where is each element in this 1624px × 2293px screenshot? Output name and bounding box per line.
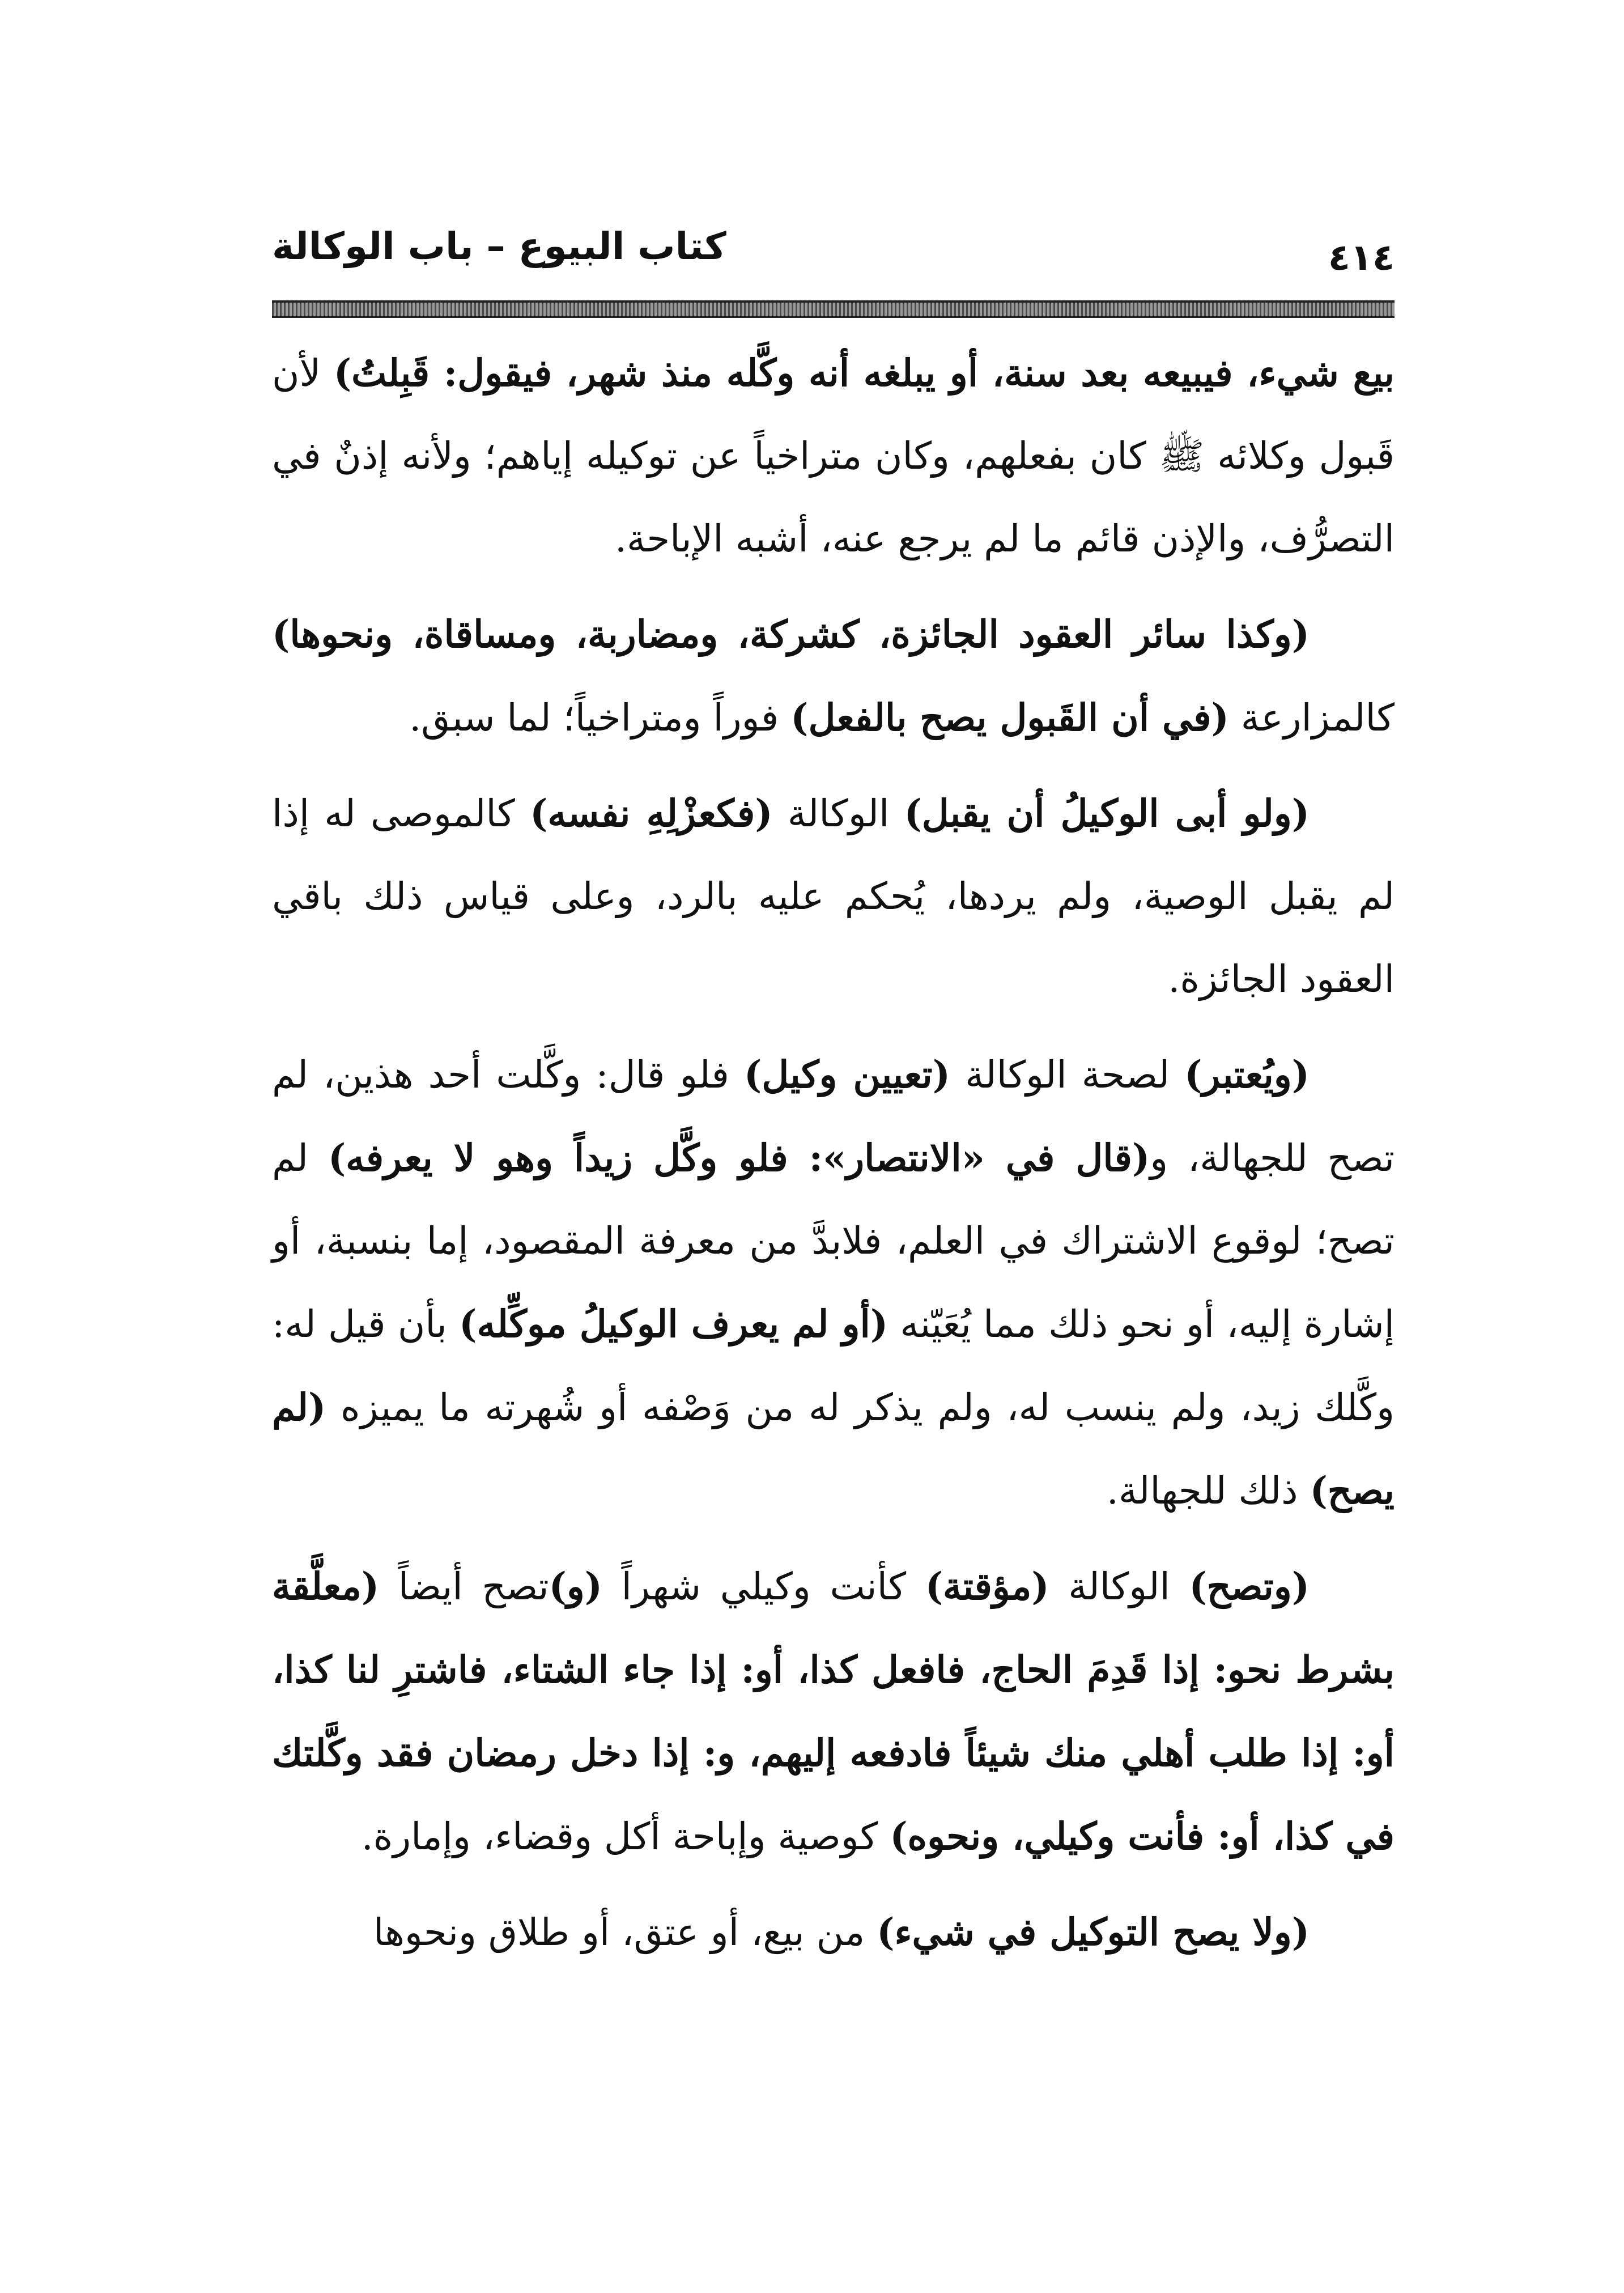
- body-text: [272, 332, 1395, 1986]
- running-title: كتاب البيوع – باب الوكالة: [272, 224, 726, 268]
- text-segment-bold: (مؤقتة): [925, 1564, 1049, 1608]
- paragraph: [272, 1033, 1395, 1532]
- text-segment-bold: بيع شيء، فيبيعه بعد سنة، أو يبلغه أنه وكَّله منذ شهر، فيقول: قَبِلتُ): [333, 351, 1395, 395]
- text-segment-bold: (ولا يصح التوكيل في شيء): [877, 1910, 1310, 1954]
- text-segment: ذلك للجهالة.: [1106, 1469, 1310, 1513]
- text-segment-bold: (تعيين وكيل): [744, 1052, 951, 1097]
- paragraph: [272, 772, 1395, 1021]
- text-segment: من بيع، أو عتق، أو طلاق ونحوها: [373, 1910, 877, 1954]
- paragraph: [272, 332, 1395, 580]
- text-segment-bold: (ويُعتبر): [1184, 1052, 1310, 1097]
- text-segment-bold: (قال في «الانتصار»: فلو وكَّل زيداً وهو لا يعرفه): [328, 1136, 1150, 1180]
- text-segment: لم تصح؛ لوقوع الاشتراك في العلم، فلابدَّ من معرفة المقصود، إما بنسبة، أو إشارة إليه، أو نحو ذلك مما يُعَيّنه: [272, 1136, 1395, 1346]
- text-segment: كوصية وإباحة أكل وقضاء، وإمارة.: [361, 1815, 890, 1858]
- text-segment-bold: (لم يصح): [272, 1385, 1395, 1513]
- page-number: ٤١٤: [1328, 237, 1395, 279]
- text-segment-bold: (وتصح): [1189, 1564, 1310, 1608]
- text-segment-bold: (و): [549, 1564, 602, 1608]
- paragraph: [272, 593, 1395, 759]
- text-segment: بأن قيل له: وكَّلك زيد، ولم ينسب له، ولم يذكر له من وَصْفه أو شُهرته ما يميزه: [272, 1302, 1395, 1429]
- text-segment: الوكالة: [1049, 1565, 1189, 1608]
- text-segment: الوكالة: [772, 792, 904, 835]
- text-segment-bold: (أو لم يعرف الوكيلُ موكِّله): [459, 1302, 888, 1346]
- paragraph: [272, 1891, 1395, 1974]
- text-segment-bold: (معلَّقة بشرط نحو: إذا قَدِمَ الحاج، فافعل كذا، أو: إذا جاء الشتاء، فاشترِ لنا كذا، أو: إذا طلب أهلي منك شيئاً فادفعه إليهم، و: إذا دخل رمضان فقد وكَّلتك في كذا، أو: فأنت وكيلي، ونحوه): [272, 1564, 1395, 1858]
- text-segment-bold: (فكعزْلِهِ نفسه): [530, 791, 773, 835]
- text-segment-bold: (في أن القَبول يصح بالفعل): [790, 695, 1229, 740]
- text-segment-bold: (وكذا سائر العقود الجائزة، كشركة، ومضاربة، ومساقاة، ونحوها): [272, 612, 1310, 656]
- header-rule: [272, 300, 1395, 318]
- paragraph: [272, 1545, 1395, 1878]
- text-segment: كالموصى له إذا لم يقبل الوصية، ولم يردها، يُحكم عليه بالرد، وعلى قياس ذلك باقي العقود الجائزة.: [272, 792, 1395, 1001]
- text-segment: تصح أيضاً: [379, 1565, 549, 1608]
- text-segment: فوراً ومتراخياً؛ لما سبق.: [409, 696, 791, 740]
- page-header: [272, 218, 1395, 303]
- text-segment: لأن قَبول وكلائه ﷺ كان بفعلهم، وكان متراخياً عن توكيله إياهم؛ ولأنه إذنٌ في التصرُّف، والإذن قائم ما لم يرجع عنه، أشبه الإباحة.: [272, 351, 1395, 560]
- text-segment: فلو قال: وكَّلت أحد هذين، لم تصح للجهالة، و: [272, 1053, 1395, 1180]
- text-segment: لصحة الوكالة: [950, 1053, 1185, 1097]
- text-segment: كأنت وكيلي شهراً: [602, 1565, 925, 1608]
- text-segment-bold: (ولو أبى الوكيلُ أن يقبل): [904, 791, 1310, 835]
- text-segment: كالمزارعة: [1228, 696, 1395, 740]
